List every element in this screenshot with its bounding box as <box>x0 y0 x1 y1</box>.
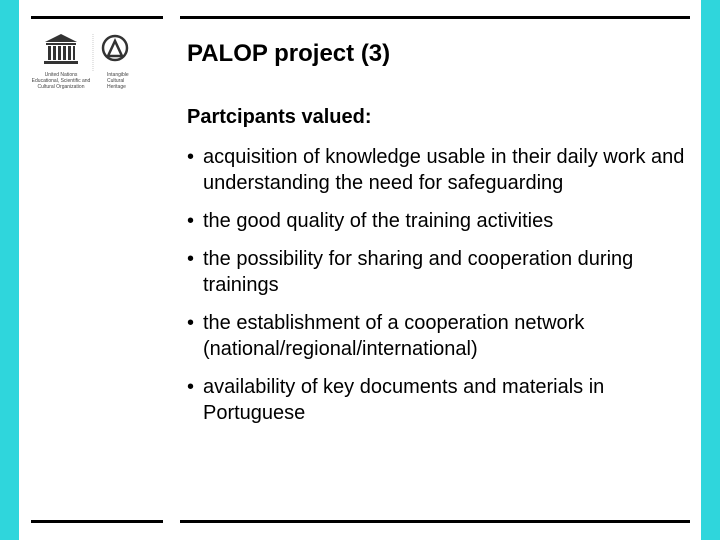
bullet-icon: • <box>187 248 195 270</box>
bullet-text: the establishment of a cooperation network (national/regional/international) <box>203 312 585 360</box>
list-item <box>187 374 687 426</box>
bullet-icon: • <box>187 210 195 232</box>
bullet-text: the good quality of the training activities <box>203 210 554 232</box>
bullet-text: the possibility for sharing and cooperation during trainings <box>203 248 634 296</box>
heritage-caption: Intangible Cultural Heritage <box>107 72 129 90</box>
list-item <box>187 208 687 234</box>
page-title: PALOP project (3) <box>187 40 391 67</box>
bottom-right-rule <box>180 520 690 523</box>
bullet-icon: • <box>187 376 195 398</box>
bullet-list <box>187 144 687 438</box>
unesco-caption: United Nations Educational, Scientific and Cultural Organization <box>31 72 91 90</box>
unesco-temple-icon <box>31 32 149 72</box>
top-right-rule <box>180 16 690 19</box>
list-item <box>187 246 687 298</box>
bullet-icon: • <box>187 146 195 168</box>
bullet-icon: • <box>187 312 195 334</box>
list-item <box>187 144 687 196</box>
bullet-text: acquisition of knowledge usable in their daily work and understanding the need for safeguarding <box>203 146 685 194</box>
bullet-text: availability of key documents and materials in Portuguese <box>203 376 605 424</box>
top-left-rule <box>31 16 163 19</box>
list-item <box>187 310 687 362</box>
unesco-ich-logo <box>31 32 149 94</box>
slide <box>19 0 701 540</box>
section-subtitle: Partcipants valued: <box>187 106 372 128</box>
bottom-left-rule <box>31 520 163 523</box>
